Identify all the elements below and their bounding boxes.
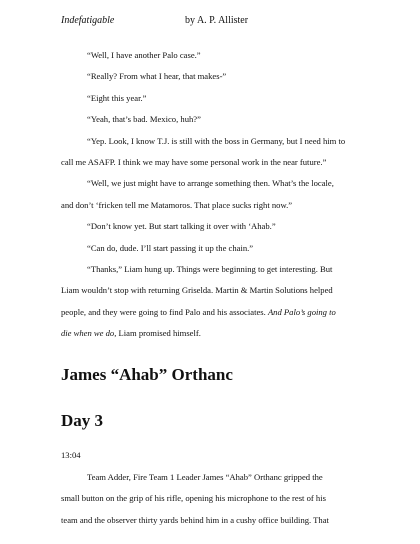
text-line: “Really? From what I hear, that makes-” xyxy=(87,71,227,82)
paragraph xyxy=(61,467,363,531)
running-header xyxy=(61,14,361,28)
time-stamp: 13:04 xyxy=(61,450,81,460)
text-line: “Yeah, that’s bad. Mexico, huh?” xyxy=(87,114,201,125)
text-line: “Well, we just might have to arrange something then. What’s the locale, xyxy=(87,178,334,189)
book-title: Indefatigable xyxy=(61,15,115,26)
italic-thought: And Palo’s going to xyxy=(267,306,336,317)
text-line: Team Adder, Fire Team 1 Leader James “Ahab” Orthanc gripped the xyxy=(87,472,323,482)
text-line: team and the observer thirty yards behind him in a cushy office building. That xyxy=(61,514,329,525)
paragraph xyxy=(61,109,363,130)
paragraph xyxy=(61,216,363,237)
text-line: small button on the grip of his rifle, opening his microphone to the rest of his xyxy=(61,493,326,504)
text-run: Liam promised himself. xyxy=(118,328,201,339)
paragraph xyxy=(61,45,363,66)
text-line: “Eight this year.” xyxy=(87,92,147,103)
paragraph xyxy=(61,88,363,109)
text-line: call me ASAFP. I think we may have some personal work in the near future.” xyxy=(61,157,327,168)
text-line xyxy=(61,323,363,344)
text-line: “Can do, dude. I’ll start passing it up the chain.” xyxy=(87,242,254,253)
text-line: Liam wouldn’t stop with returning Griselda. Martin & Martin Solutions helped xyxy=(61,285,333,296)
author-credit: by A. P. Allister xyxy=(185,15,249,26)
text-line: and don’t ‘fricken tell me Matamoros. That place sucks right now.” xyxy=(61,199,293,210)
text-line: “Don’t know yet. But start talking it over with ‘Ahab.” xyxy=(87,221,276,232)
text-line: “Thanks,” Liam hung up. Things were beginning to get interesting. But xyxy=(87,264,333,275)
text-run: people, and they were going to find Palo and his associates. xyxy=(61,306,266,317)
chapter-heading: James “Ahab” Orthanc xyxy=(61,365,233,384)
scene-text xyxy=(61,467,363,531)
text-line: “Yep. Look, I know T.J. is still with the boss in Germany, but I need him to xyxy=(87,135,346,146)
paragraph xyxy=(61,131,363,174)
paragraph xyxy=(61,66,363,87)
text-line: “Well, I have another Palo case.” xyxy=(87,50,201,60)
paragraph xyxy=(61,238,363,259)
day-heading: Day 3 xyxy=(61,411,104,430)
body-text xyxy=(61,45,363,345)
text-line xyxy=(61,302,363,323)
paragraph xyxy=(61,173,363,216)
paragraph xyxy=(61,259,363,345)
italic-thought: die when we do, xyxy=(61,328,117,339)
